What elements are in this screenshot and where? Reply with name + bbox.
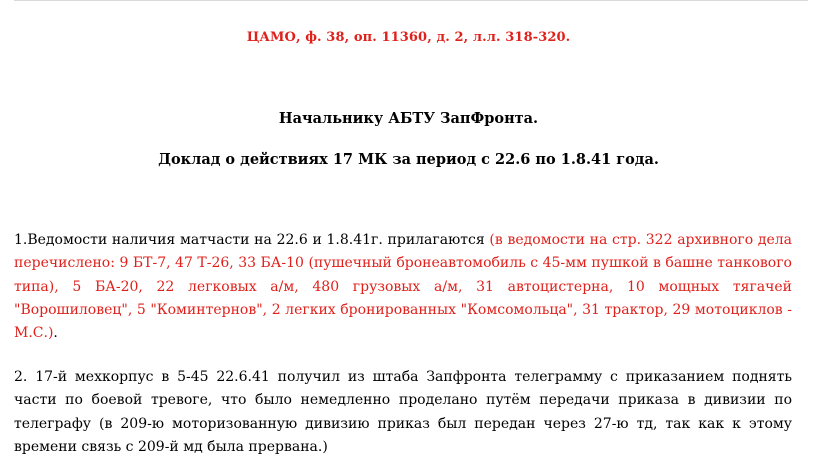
- paragraph-1-end: .: [53, 325, 58, 342]
- addressee-heading: Начальнику АБТУ ЗапФронта.: [278, 110, 539, 127]
- paragraph-2: 2. 17-й мехкорпус в 5-45 22.6.41 получил из штаба Запфронта телеграмму с приказанием поднять части по боевой тревоге, что было немедленно проделано путём передачи приказа в дивизии по телеграфу (в 209-ю моторизованную дивизию приказ был передан через 27-ю тд, так как к этому времени связь с 209-й мд была прервана.): [14, 369, 792, 455]
- paragraph-1: [14, 229, 792, 345]
- report-title: Доклад о действиях 17 МК за период с 22.6 по 1.8.41 года.: [158, 151, 659, 168]
- top-divider: [14, 0, 808, 1]
- archive-reference: ЦАМО, ф. 38, оп. 11360, д. 2, л.л. 318-320.: [246, 30, 571, 45]
- paragraph-1-text: 1.Ведомости наличия матчасти на 22.6 и 1.8.41г. прилагаются: [14, 232, 490, 248]
- archive-note: (в ведомости на стр. 322 архивного дела перечислено: 9 БТ-7, 47 Т-26, 33 БА-10 (пушечный бронеавтомобиль с 45-мм пушкой в башне танкового типа), 5 БА-20, 22 легковых а/м, 480 грузовых а/м, 31 автоцистерна, 10 мощных тягачей "Ворошиловец", 5 "Коминтернов", 2 легких бронированных "Комсомольца", 31 трактор, 29 мотоциклов - М.С.): [14, 232, 792, 342]
